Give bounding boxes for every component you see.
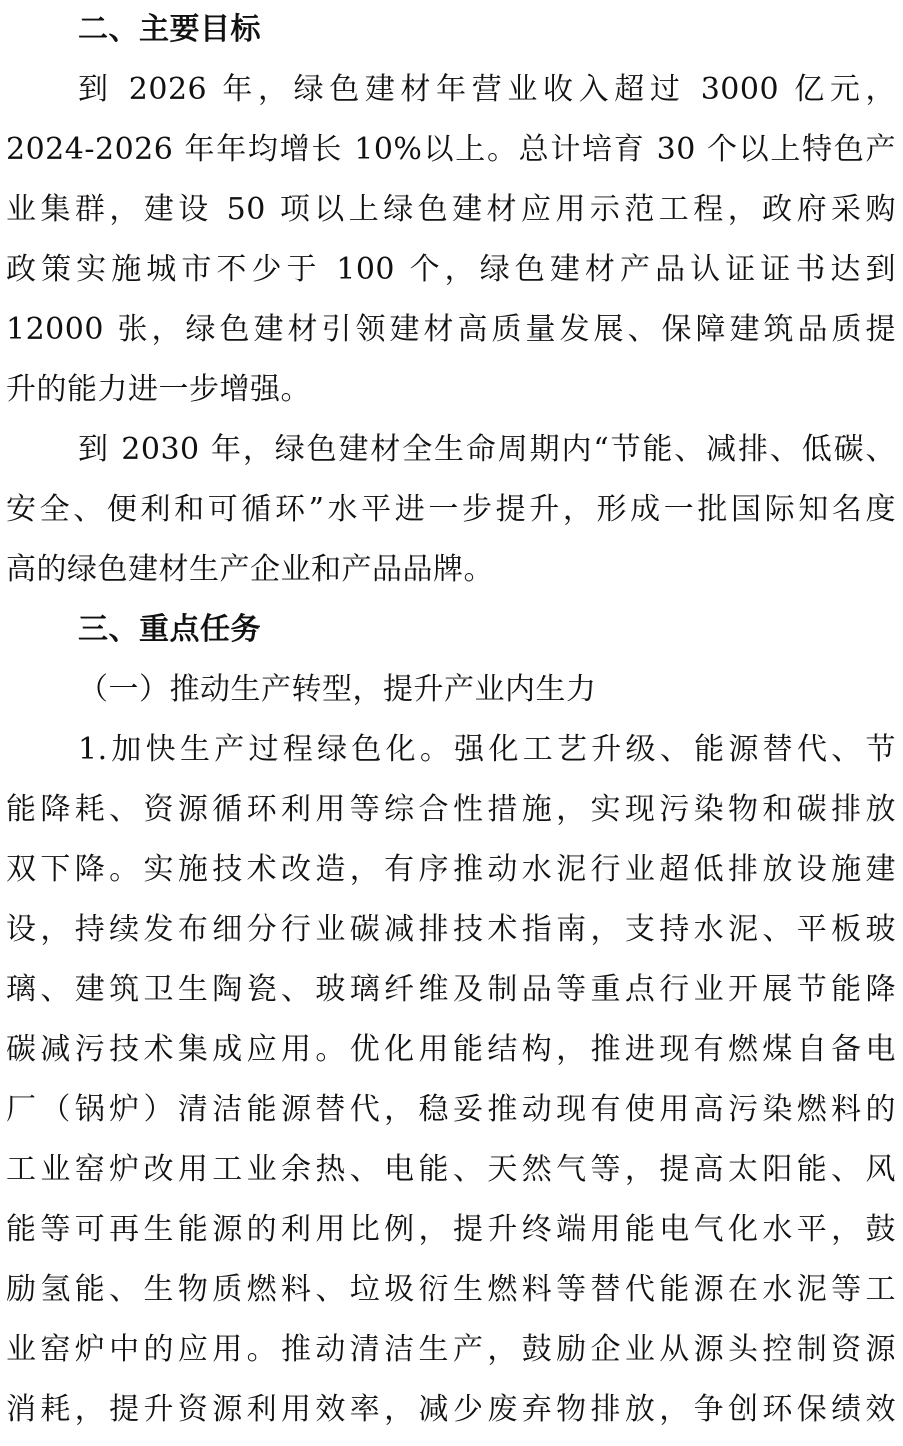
paragraph-line: 设，持续发布细分行业碳减排技术指南，支持水泥、平板玻 bbox=[6, 912, 896, 947]
paragraph-line: 能等可再生能源的利用比例，提升终端用能电气化水平，鼓 bbox=[6, 1212, 896, 1247]
paragraph-line: 消耗，提升资源利用效率，减少废弃物排放，争创环保绩效 bbox=[6, 1392, 896, 1427]
subsection-heading: （一）推动生产转型，提升产业内生力 bbox=[78, 672, 597, 707]
section-heading-main-goals: 二、主要目标 bbox=[78, 12, 261, 47]
paragraph-line: 2024-2026 年年均增长 10%以上。总计培育 30 个以上特色产 bbox=[6, 132, 896, 167]
paragraph-line: 双下降。实施技术改造，有序推动水泥行业超低排放设施建 bbox=[6, 852, 896, 887]
section-heading-key-tasks: 三、重点任务 bbox=[78, 612, 261, 647]
paragraph-line: 12000 张，绿色建材引领建材高质量发展、保障建筑品质提 bbox=[6, 312, 896, 347]
paragraph-line: 安全、便利和可循环”水平进一步提升，形成一批国际知名度 bbox=[6, 492, 896, 527]
paragraph-line: 到 2030 年，绿色建材全生命周期内“节能、减排、低碳、 bbox=[78, 432, 896, 467]
paragraph-line: 政策实施城市不少于 100 个，绿色建材产品认证证书达到 bbox=[6, 252, 896, 287]
paragraph-line: 高的绿色建材生产企业和产品品牌。 bbox=[6, 552, 494, 587]
paragraph-line: 工业窑炉改用工业余热、电能、天然气等，提高太阳能、风 bbox=[6, 1152, 896, 1187]
paragraph-line: 励氢能、生物质燃料、垃圾衍生燃料等替代能源在水泥等工 bbox=[6, 1272, 896, 1307]
paragraph-line: 厂（锅炉）清洁能源替代，稳妥推动现有使用高污染燃料的 bbox=[6, 1092, 896, 1127]
paragraph-line: 碳减污技术集成应用。优化用能结构，推进现有燃煤自备电 bbox=[6, 1032, 896, 1067]
paragraph-line: 业窑炉中的应用。推动清洁生产，鼓励企业从源头控制资源 bbox=[6, 1332, 896, 1367]
paragraph-line: 1.加快生产过程绿色化。强化工艺升级、能源替代、节 bbox=[78, 732, 896, 767]
paragraph-line: 到 2026 年，绿色建材年营业收入超过 3000 亿元， bbox=[78, 72, 896, 107]
paragraph-line: 璃、建筑卫生陶瓷、玻璃纤维及制品等重点行业开展节能降 bbox=[6, 972, 896, 1007]
paragraph-line: 升的能力进一步增强。 bbox=[6, 372, 311, 407]
paragraph-line: 能降耗、资源循环利用等综合性措施，实现污染物和碳排放 bbox=[6, 792, 896, 827]
paragraph-line: 业集群，建设 50 项以上绿色建材应用示范工程，政府采购 bbox=[6, 192, 896, 227]
